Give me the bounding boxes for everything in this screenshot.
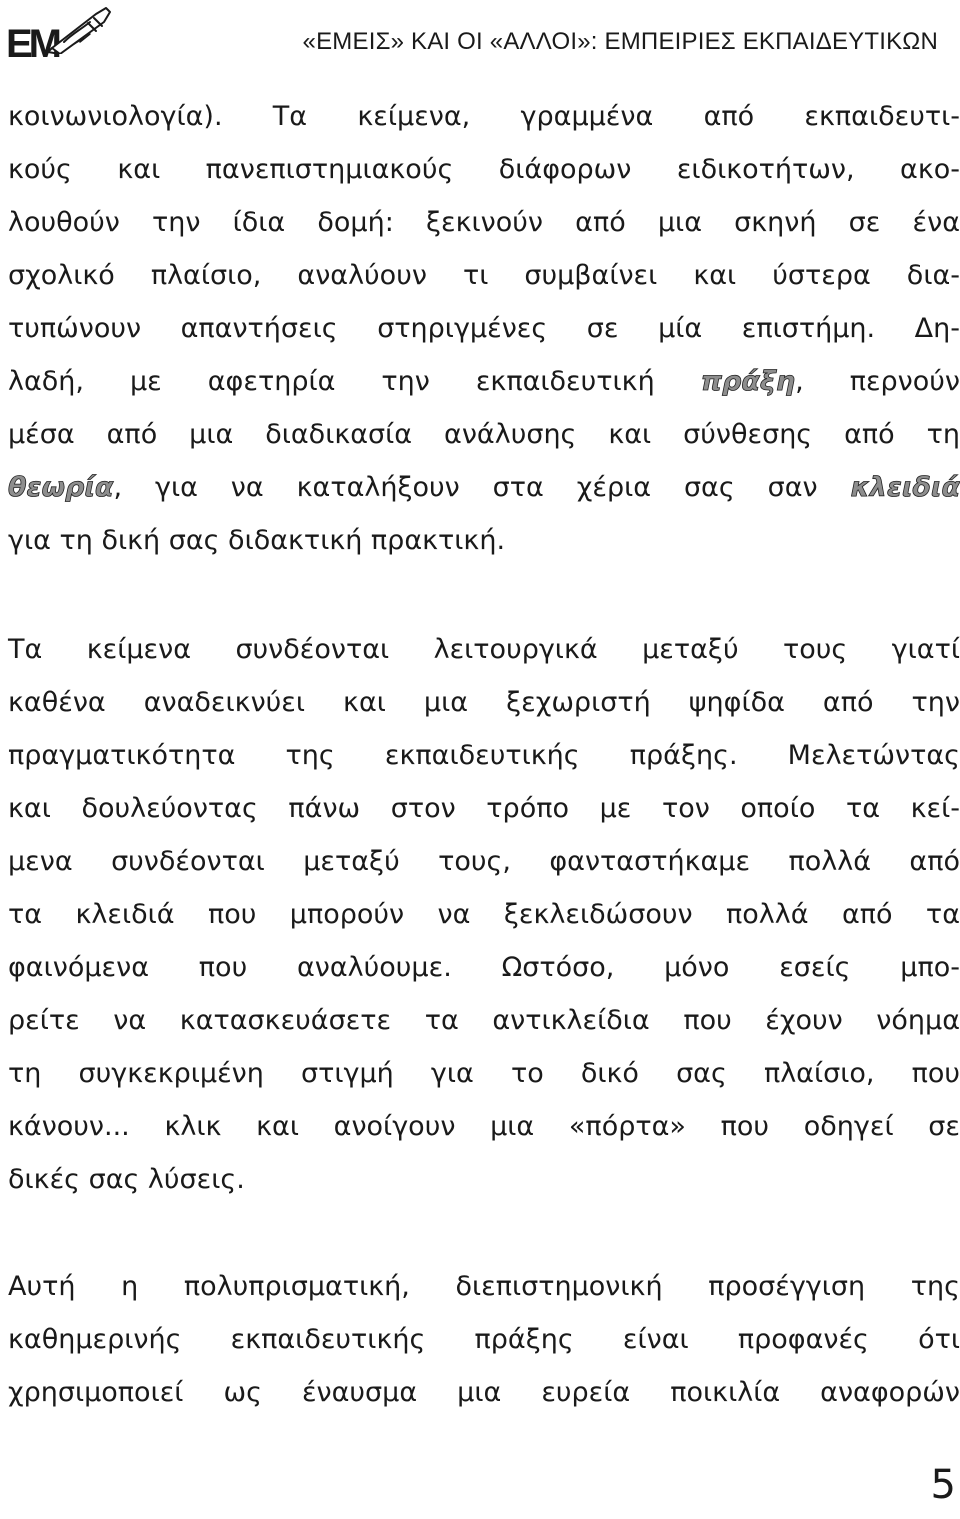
text-line: τα κλειδιά που μπορούν να ξεκλειδώσουν πολλά από τα bbox=[8, 899, 960, 930]
text-line: πραγματικότητα της εκπαιδευτικής πράξης. Μελετώντας bbox=[8, 740, 960, 771]
text-line: λουθούν την ίδια δομή: ξεκινούν από μια σκηνή σε ένα bbox=[8, 207, 960, 238]
text-line: χρησιμοποιεί ως έναυσμα μια ευρεία ποικιλία αναφορών bbox=[8, 1377, 960, 1408]
text-segment: λαδή, με αφετηρία την εκπαιδευτική bbox=[8, 366, 701, 397]
text-line: κούς και πανεπιστημιακούς διάφορων ειδικοτήτων, ακο- bbox=[8, 154, 960, 185]
text-line: και δουλεύοντας πάνω στον τρόπο με τον οποίο τα κεί- bbox=[8, 793, 960, 824]
paragraph-1 bbox=[8, 90, 960, 567]
text-line: καθένα αναδεικνύει και μια ξεχωριστή ψηφίδα από την bbox=[8, 687, 960, 718]
pen-icon bbox=[44, 4, 116, 54]
page-header bbox=[0, 0, 960, 80]
keyword-theoria: θεωρία bbox=[8, 472, 114, 503]
text-line: Τα κείμενα συνδέονται λειτουργικά μεταξύ τους γιατί bbox=[8, 634, 960, 665]
text-line: κοινωνιολογία). Τα κείμενα, γραμμένα από εκπαιδευτι- bbox=[8, 101, 960, 132]
keyword-kleidia: κλειδιά bbox=[850, 472, 960, 503]
text-line: καθημερινής εκπαιδευτικής πράξης είναι προφανές ότι bbox=[8, 1324, 960, 1355]
text-line: φαινόμενα που αναλύουμε. Ωστόσο, μόνο εσείς μπο- bbox=[8, 952, 960, 983]
page-number: 5 bbox=[930, 1462, 956, 1508]
text-line: τυπώνουν απαντήσεις στηριγμένες σε μία επιστήμη. Δη- bbox=[8, 313, 960, 344]
text-line: σχολικό πλαίσιο, αναλύουν τι συμβαίνει και ύστερα δια- bbox=[8, 260, 960, 291]
paragraph-2 bbox=[8, 623, 960, 1206]
text-line bbox=[8, 355, 960, 408]
keyword-praxi: πράξη bbox=[700, 366, 796, 397]
text-line: μέσα από μια διαδικασία ανάλυσης και σύνθεσης από τη bbox=[8, 419, 960, 450]
text-line: Αυτή η πολυπρισματική, διεπιστημονική προσέγγιση της bbox=[8, 1271, 960, 1302]
logo bbox=[6, 4, 118, 66]
text-line: μενα συνδέονται μεταξύ τους, φανταστήκαμε πολλά από bbox=[8, 846, 960, 877]
text-line: δικές σας λύσεις. bbox=[8, 1164, 245, 1195]
paragraph-3 bbox=[8, 1260, 960, 1419]
text-segment: , περνούν bbox=[795, 366, 960, 397]
text-segment: , για να καταλήξουν στα χέρια σας σαν bbox=[113, 472, 851, 503]
text-line: τη συγκεκριμένη στιγμή για το δικό σας πλαίσιο, που bbox=[8, 1058, 960, 1089]
text-line: ρείτε να κατασκευάσετε τα αντικλείδια που έχουν νόημα bbox=[8, 1005, 960, 1036]
header-title: «ΕΜΕΙΣ» ΚΑΙ ΟΙ «ΑΛΛΟΙ»: ΕΜΠΕΙΡΙΕΣ ΕΚΠΑΙΔΕΥΤΙΚΩΝ bbox=[302, 28, 938, 55]
text-line bbox=[8, 461, 960, 514]
logo-text: ΕΜ bbox=[6, 22, 58, 66]
text-line: για τη δική σας διδακτική πρακτική. bbox=[8, 525, 506, 556]
text-line: κάνουν... κλικ και ανοίγουν μια «πόρτα» που οδηγεί σε bbox=[8, 1111, 960, 1142]
